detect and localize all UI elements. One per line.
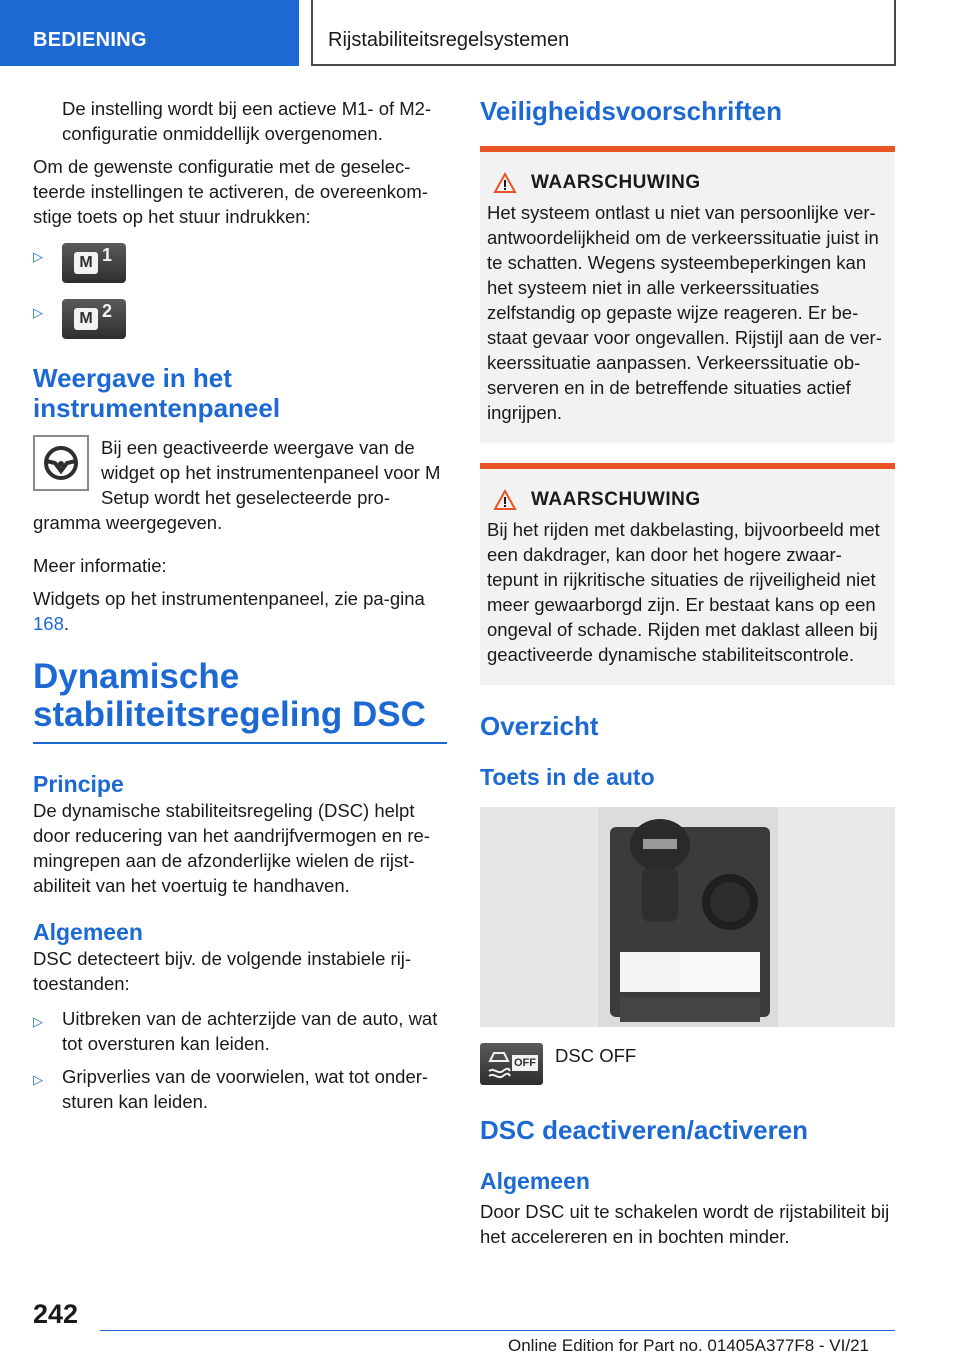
- widgets-end: .: [63, 613, 70, 634]
- warning-title: WAARSCHUWING: [531, 172, 701, 193]
- algemeen-text: DSC detecteert bijv. de volgende instabiele rij-toestanden:: [33, 948, 412, 994]
- m1-key-icon: [62, 243, 126, 283]
- warning-triangle-icon: [493, 172, 517, 194]
- warning-text: Bij het rijden met dakbelasting, bijvoorbeeld met een dakdrager, kan door het hogere zwaar-tepunt in rijkritische situaties de rijveiligheid niet meer gewaarborgd zijn. Er bestaat kans op een ongeval of schade. Rijden met daklast alleen bij geactiveerde dynamische stabiliteitscontrole.: [487, 519, 880, 665]
- page-number: 242: [33, 1299, 79, 1329]
- right-column: [480, 96, 895, 1257]
- header-chapter-tab: [311, 0, 896, 66]
- meer-info-text: Meer informatie:: [33, 555, 167, 576]
- principe-heading: Principe: [33, 771, 124, 797]
- intro-text: Om de gewenste configuratie met de geselec-teerde instellingen te activeren, de overeenkom-stige toets op het stuur indrukken:: [33, 156, 428, 227]
- warning-header: [487, 172, 888, 194]
- intro-indented-text: De instelling wordt bij een actieve M1- of M2-configuratie onmiddellijk overgenomen.: [62, 98, 432, 144]
- toets-heading: Toets in de auto: [480, 764, 655, 790]
- warning-box: [480, 146, 895, 443]
- header-section-label: BEDIENING: [33, 29, 147, 51]
- bullet-triangle-icon: ▷: [33, 305, 43, 320]
- dsc-icon-off-text: OFF: [514, 1057, 536, 1069]
- key-bullet-m2: [33, 299, 447, 329]
- m1-key-letter: M: [74, 252, 98, 274]
- veiligheid-heading: Veiligheidsvoorschriften: [480, 96, 782, 126]
- dsc-off-icon: [480, 1043, 543, 1085]
- footer-edition: Online Edition for Part no. 01405A377F8 - VI/21: [508, 1336, 870, 1355]
- steering-wheel-icon: [33, 435, 89, 491]
- algemeen-heading-right: Algemeen: [480, 1168, 590, 1194]
- m2-key-letter: M: [74, 308, 98, 330]
- widgets-text: Widgets op het instrumentenpaneel, zie pa-gina: [33, 588, 425, 609]
- widgets-reference: [33, 586, 447, 636]
- center-console-photo: [480, 807, 895, 1027]
- key-bullet-m1: [33, 243, 447, 273]
- list-item: [33, 1006, 447, 1056]
- m1-key-number: 1: [102, 245, 113, 265]
- warning-header: [487, 489, 888, 511]
- heading-rule: [33, 742, 447, 744]
- warning-title: WAARSCHUWING: [531, 489, 701, 510]
- footer-rule: [100, 1330, 895, 1331]
- list-item-text: Uitbreken van de achterzijde van de auto, wat tot oversturen kan leiden.: [62, 1008, 438, 1054]
- deactiveren-heading: DSC deactiveren/activeren: [480, 1115, 809, 1145]
- warning-triangle-icon: [493, 489, 517, 511]
- dsc-heading: Dynamische stabiliteitsregeling DSC: [33, 657, 426, 734]
- m2-key-number: 2: [102, 301, 113, 321]
- algemeen-heading: Algemeen: [33, 919, 143, 945]
- dsc-off-row: [480, 1043, 895, 1085]
- overzicht-heading: Overzicht: [480, 711, 599, 741]
- weergave-block: [33, 435, 447, 543]
- weergave-heading: Weergave in het instrumentenpaneel: [33, 363, 281, 423]
- algemeen-text-right: Door DSC uit te schakelen wordt de rijstabiliteit bij het accelereren en in bochten minder.: [480, 1201, 890, 1247]
- list-item: [33, 1064, 447, 1114]
- dsc-off-label: DSC OFF: [555, 1045, 637, 1066]
- bullet-triangle-icon: ▷: [33, 1014, 43, 1029]
- page-link[interactable]: 168: [33, 613, 64, 634]
- left-column: [33, 96, 447, 1122]
- bullet-triangle-icon: ▷: [33, 249, 43, 264]
- warning-box: [480, 463, 895, 685]
- weergave-text: Bij een geactiveerde weergave van de widget op het instrumentenpaneel voor M Setup wordt het geselecteerde pro-gramma weergegeven.: [33, 437, 441, 533]
- header-section-tab: [0, 0, 299, 66]
- header-chapter-label: Rijstabiliteitsregelsystemen: [328, 29, 570, 51]
- list-item-text: Gripverlies van de voorwielen, wat tot onder-sturen kan leiden.: [62, 1066, 429, 1112]
- principe-text: De dynamische stabiliteitsregeling (DSC) helpt door reducering van het aandrijfvermogen en re-mingrepen aan de afzonderlijke wielen de rijst-abiliteit van het voertuig te handhaven.: [33, 800, 430, 896]
- warning-text: Het systeem ontlast u niet van persoonlijke ver-antwoordelijkheid om de verkeerssituatie juist in te schatten. Wegens systeembeperkingen kan het systeem niet in alle verkeerssituaties zelfstandig op gepaste wijze reageren. Er be-staat gevaar voor ongevallen. Rijstijl aan de ver-keerssituatie aanpassen. Verkeerssituatie ob-serveren en in de betreffende situaties actief ingrijpen.: [487, 202, 882, 423]
- bullet-triangle-icon: ▷: [33, 1072, 43, 1087]
- m2-key-icon: [62, 299, 126, 339]
